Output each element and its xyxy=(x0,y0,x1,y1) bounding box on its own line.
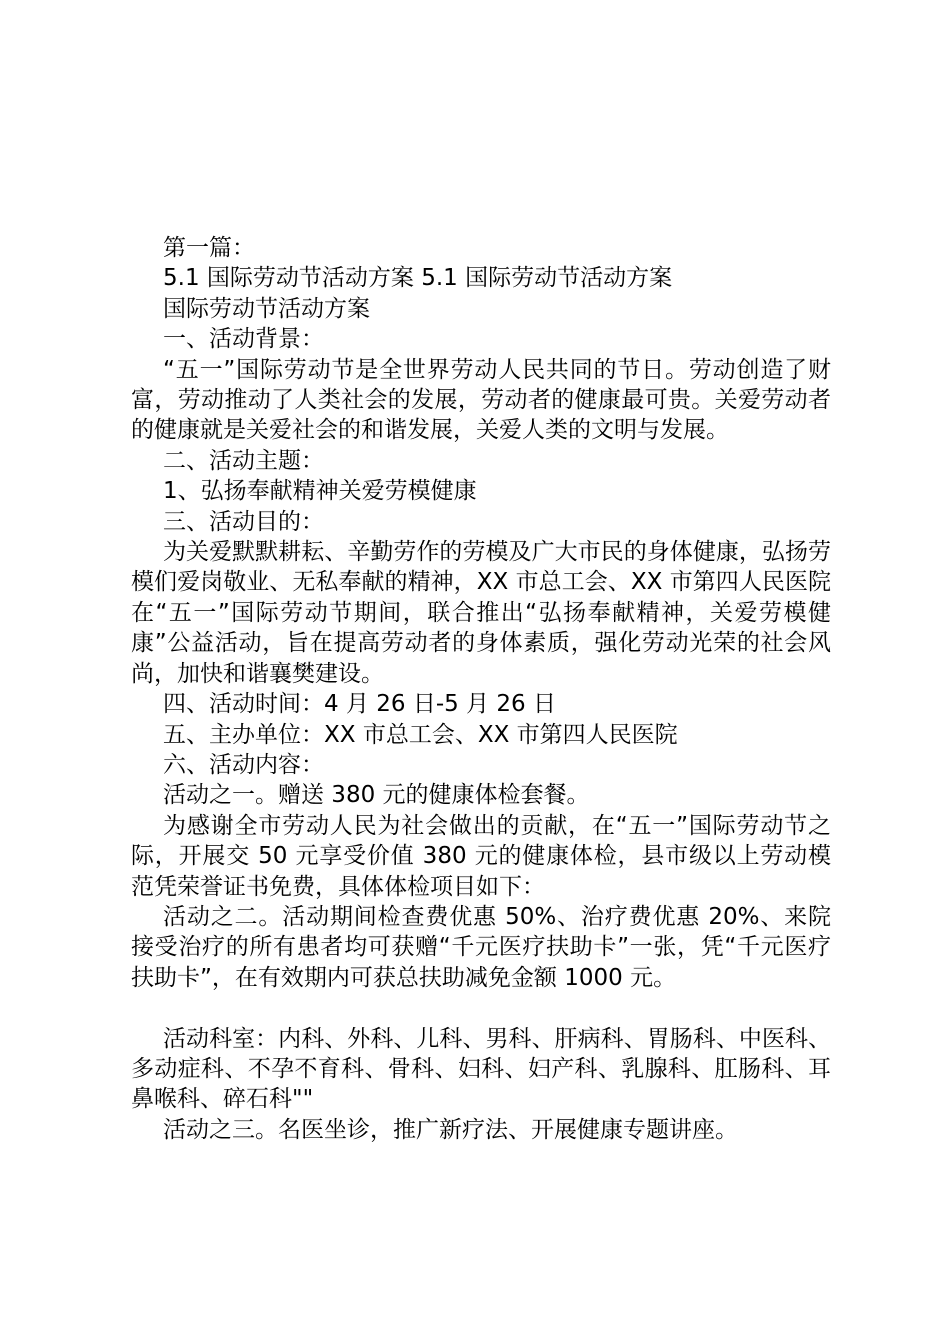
document-subtitle: 国际劳动节活动方案 xyxy=(163,295,370,322)
section-heading-purpose: 三、活动目的： xyxy=(163,508,324,535)
activity-two: 活动之二。活动期间检查费优惠 50%、治疗费优惠 20%、来院接受治疗的所有患者均可获赠“千元医疗扶助卡”一张，凭“千元医疗扶助卡”，在有效期内可获总扶助减免金额 1000 元。 xyxy=(131,903,831,991)
section-heading-theme: 二、活动主题： xyxy=(163,447,324,474)
document-title: 5.1 国际劳动节活动方案 5.1 国际劳动节活动方案 xyxy=(163,265,673,292)
document-body xyxy=(131,233,831,1145)
section-heading-background: 一、活动背景： xyxy=(163,326,324,353)
activity-one-detail: 为感谢全市劳动人民为社会做出的贡献，在“五一”国际劳动节之际，开展交 50 元享受价值 380 元的健康体检，县市级以上劳动模范凭荣誉证书免费，具体体检项目如下： xyxy=(131,812,831,900)
purpose-paragraph: 为关爱默默耕耘、辛勤劳作的劳模及广大市民的身体健康，弘扬劳模们爱岗敬业、无私奉献的精神，XX 市总工会、XX 市第四人民医院在“五一”国际劳动节期间，联合推出“弘扬奉献精神，关爱劳模健康”公益活动，旨在提高劳动者的身体素质，强化劳动光荣的社会风尚，加快和谐襄樊建设。 xyxy=(131,539,831,687)
organizers: 五、主办单位：XX 市总工会、XX 市第四人民医院 xyxy=(163,721,678,748)
activity-one: 活动之一。赠送 380 元的健康体检套餐。 xyxy=(163,782,590,809)
activity-three: 活动之三。名医坐诊，推广新疗法、开展健康专题讲座。 xyxy=(163,1116,738,1143)
chapter-heading: 第一篇： xyxy=(163,235,255,261)
background-paragraph: “五一”国际劳动节是全世界劳动人民共同的节日。劳动创造了财富，劳动推动了人类社会的发展，劳动者的健康最可贵。关爱劳动者的健康就是关爱社会的和谐发展，关爱人类的文明与发展。 xyxy=(131,356,831,444)
theme-item: 1、弘扬奉献精神关爱劳模健康 xyxy=(163,478,477,505)
section-heading-content: 六、活动内容： xyxy=(163,751,324,778)
activity-time: 四、活动时间：4 月 26 日-5 月 26 日 xyxy=(163,691,556,718)
departments-paragraph: 活动科室：内科、外科、儿科、男科、肝病科、胃肠科、中医科、多动症科、不孕不育科、骨科、妇科、妇产科、乳腺科、肛肠科、耳鼻喉科、碎石科"" xyxy=(131,1025,831,1113)
